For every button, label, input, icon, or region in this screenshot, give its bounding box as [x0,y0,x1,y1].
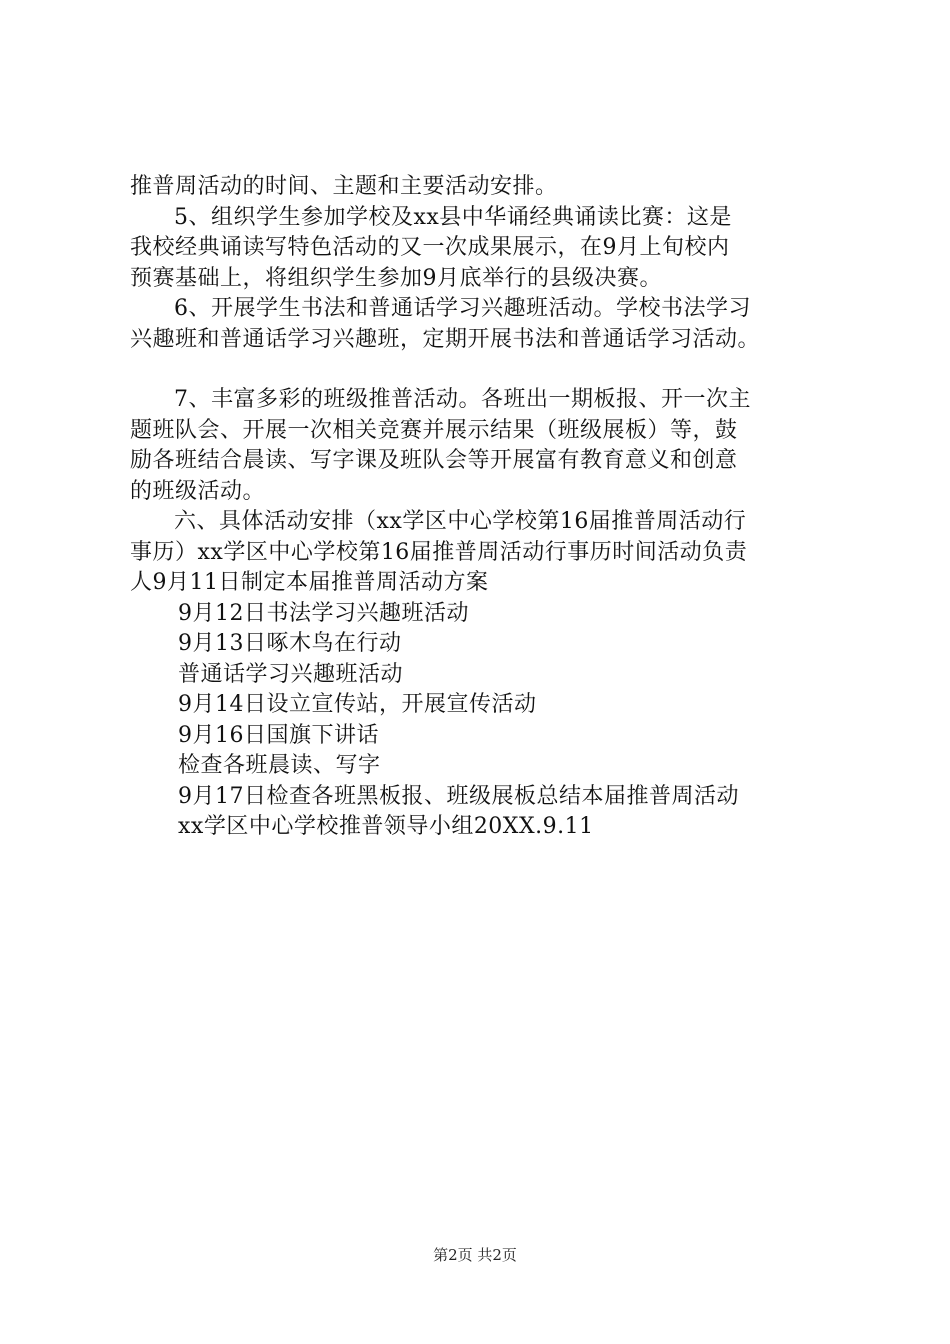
blank-line [130,355,842,385]
paragraph-line: 题班队会、开展一次相关竞赛并展示结果（班级展板）等，鼓 [130,417,738,443]
paragraph-line: 励各班结合晨读、写字课及班队会等开展富有教育意义和创意 [130,448,738,473]
schedule-line: 普通话学习兴趣班活动 [178,661,404,687]
paragraph-line: 6、开展学生书法和普通话学习兴趣班活动。学校书法学习 [174,296,751,321]
paragraph-line: 六、具体活动安排（xx学区中心学校第16届推普周活动行 [174,509,747,534]
schedule-line: 检查各班晨读、写字 [178,753,381,778]
schedule-line: 9月13日啄木鸟在行动 [178,631,402,656]
paragraph-line: 事历）xx学区中心学校第16届推普周活动行事历时间活动负责 [130,539,748,565]
schedule-line: 9月17日检查各班黑板报、班级展板总结本届推普周活动 [178,783,739,809]
paragraph-line: 人9月11日制定本届推普周活动方案 [130,570,489,595]
schedule-line: 9月14日设立宣传站，开展宣传活动 [178,692,537,717]
schedule-line: 9月16日国旗下讲话 [178,722,379,748]
schedule-line: 9月12日书法学习兴趣班活动 [178,600,469,626]
paragraph-line: 预赛基础上，将组织学生参加9月底举行的县级决赛。 [130,265,662,291]
paragraph-line: 的班级活动。 [130,478,266,504]
paragraph-line: 我校经典诵读写特色活动的又一次成果展示，在9月上旬校内 [130,235,730,260]
paragraph-line: 7、丰富多彩的班级推普活动。各班出一期板报、开一次主 [174,387,751,412]
paragraph-line: 推普周活动的时间、主题和主要活动安排。 [130,174,558,199]
page-footer: 第2页 共2页 [433,1246,517,1264]
paragraph-line: 兴趣班和普通话学习兴趣班，定期开展书法和普通话学习活动。 [130,326,761,352]
signature-line: xx学区中心学校推普领导小组20XX.9.11 [178,814,594,839]
document-body [130,172,842,843]
paragraph-line: 5、组织学生参加学校及xx县中华诵经典诵读比赛：这是 [174,204,732,230]
